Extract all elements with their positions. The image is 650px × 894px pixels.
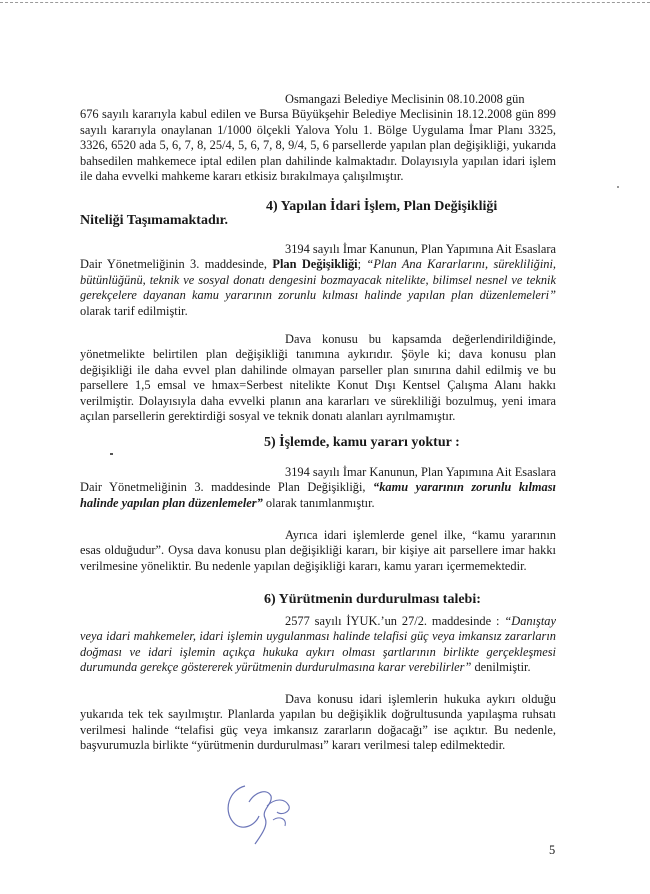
p4-text-a: 3194 sayılı İmar Kanunun, Plan Yapımına Ait Esaslara Dair Yönetmeliğinin 3. maddesinde Plan Değişikliği, bbox=[80, 465, 556, 495]
paragraph-intro-lead: Osmangazi Belediye Meclisinin 08.10.2008 gün bbox=[285, 92, 525, 106]
scan-mark bbox=[110, 453, 113, 455]
paragraph-request: Dava konusu idari işlemlerin hukuka aykırı olduğu yukarıda tek tek sayılmıştır. Planlarda yapılan bu değişiklik doğrultusunda yapılaşma ruhsatı verilmesi halinde “telafisi güç veya imkansız zararların doğacağı” ise açıktır. Bu nedenle, başvurumuzla birlikte “yürütmenin durdurulması” kararı verilmesi talep edilmektedir. bbox=[80, 692, 556, 753]
scan-speck bbox=[617, 186, 619, 188]
heading-5: 5) İşlemde, kamu yararı yoktur : bbox=[264, 435, 460, 450]
p2-quote: “Plan Ana Kararlarını, sürekliliğini, bütünlüğünü, teknik ve sosyal donatı dengesini bozmayacak nitelikte, bilimsel nesnel ve teknik gerekçelere dayanan kamu yararının zorunlu kılması halinde yapılan plan düzenlemeleri” bbox=[80, 257, 557, 303]
p6-quote: “Danıştay veya idari mahkemeler, idari işlemin uygulanması halinde telafisi güç veya imkansız zararların doğması ve idari işlemin açıkça hukuka aykırı olması şartlarının birlikte gerçekleşmesi durumunda gerekçe göstererek yürütmenin durdurulmasına karar verebilirler” bbox=[80, 614, 556, 675]
p2-text-c: ; bbox=[357, 257, 367, 272]
heading-4-line2: Niteliği Taşımamaktadır. bbox=[80, 213, 229, 228]
p2-plan-degisikligi: Plan Değişikliği bbox=[272, 257, 358, 272]
p2-text-a: 3194 sayılı İmar Kanunun, Plan Yapımına Ait Esaslara Dair Yönetmeliğinin 3. maddesinde, bbox=[80, 242, 556, 272]
p6-text-a: 2577 sayılı İYUK.’un 27/2. maddesinde : bbox=[285, 614, 505, 628]
paragraph-intro bbox=[80, 92, 556, 184]
paragraph-intro-body: 676 sayılı kararıyla kabul edilen ve Bursa Büyükşehir Belediye Meclisinin 18.12.2008 gün 899 sayılı kararıyla onaylanan 1/1000 ölçekli Yalova Yolu 1. Bölge Uygulama İmar Planı 3325, 3326, 6520 ada 5, 6, 7, 8, 25/4, 5, 6, 7, 8, 9/4, 5, 6 parsellerde yapılan plan değişikliği, yukarıda bahsedilen mahkemece iptal edilen plan dahilinde kalmaktadır. Dolayısıyla yapılan idari işlem ile daha evvelki mahkeme kararı etkisiz bırakılmaya çalışılmıştır. bbox=[80, 107, 556, 184]
heading-6: 6) Yürütmenin durdurulması talebi: bbox=[264, 592, 481, 607]
p4-quote: “kamu yararının zorunlu kılması halinde yapılan plan düzenlemeler” bbox=[80, 480, 556, 510]
paragraph-case-evaluation: Dava konusu bu kapsamda değerlendirildiğinde, yönetmelikte belirtilen plan değişikliği tanımına aykırıdır. Şöyle ki; dava konusu plan değişikliği ile daha evvel plan dahilinde olmayan parseller plan sınırına dahil edilmiş ve bu parsellere 1,5 emsal ve hmax=Serbest nitelikte Konut Dışı Kentsel Çalışma Alanı hakkı verilmiştir. Dolayısıyla daha evvelki planın ana kararları ve sürekliliği bozulmuş, yeni imara açılan parsellerin gerektirdiği sosyal ve teknik donatı alanları ayrılmamıştır. bbox=[80, 332, 556, 424]
p4-text-c: olarak tanımlanmıştır. bbox=[262, 495, 375, 510]
p2-text-e: olarak tarif edilmiştir. bbox=[80, 303, 188, 318]
scan-edge-line bbox=[0, 2, 650, 4]
p6-text-c: denilmiştir. bbox=[471, 660, 531, 675]
paragraph-plan-definition bbox=[80, 242, 556, 319]
paragraph-iyuk-article bbox=[80, 614, 556, 676]
paragraph-public-interest-definition bbox=[80, 465, 556, 511]
paragraph-general-principle: Ayrıca idari işlemlerde genel ilke, “kamu yararının esas olduğudur”. Oysa dava konusu plan değişikliği kararı, bir kişiye ait parsellere imar hakkı verilmesine yöneliktir. Bu nedenle yapılan değişikliği kararı, kamu yararı içermemektedir. bbox=[80, 528, 556, 573]
page-number: 5 bbox=[549, 843, 556, 857]
heading-4-line1: 4) Yapılan İdari İşlem, Plan Değişikliği bbox=[266, 199, 498, 214]
handwritten-signature bbox=[215, 776, 315, 848]
